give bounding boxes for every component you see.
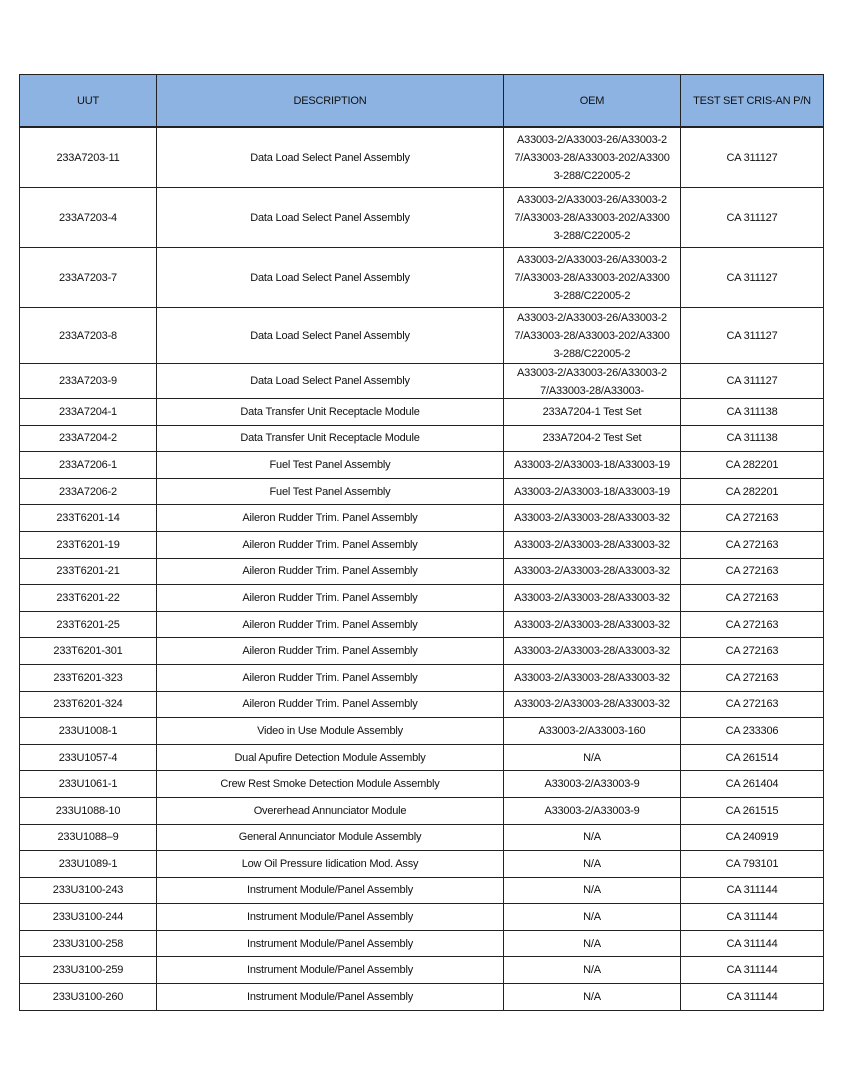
cell-test-set: CA 240919: [681, 824, 824, 851]
cell-oem: A33003-2/A33003-28/A33003-32: [504, 505, 681, 532]
cell-oem: A33003-2/A33003-28/A33003-32: [504, 691, 681, 718]
table-row: [20, 425, 824, 452]
cell-oem: N/A: [504, 744, 681, 771]
cell-test-set: CA 311127: [681, 364, 824, 399]
uut-test-set-table: [19, 74, 824, 1011]
table-row: [20, 611, 824, 638]
cell-description: Video in Use Module Assembly: [157, 718, 504, 745]
cell-test-set: CA 233306: [681, 718, 824, 745]
cell-oem: A33003-2/A33003-9: [504, 771, 681, 798]
table-row: [20, 308, 824, 364]
cell-test-set: CA 311144: [681, 877, 824, 904]
cell-test-set: CA 282201: [681, 478, 824, 505]
cell-uut: 233A7204-2: [20, 425, 157, 452]
cell-oem: N/A: [504, 984, 681, 1011]
cell-description: Data Load Select Panel Assembly: [157, 248, 504, 308]
cell-uut: 233U3100-243: [20, 877, 157, 904]
table-row: [20, 505, 824, 532]
header-test-set: TEST SET CRIS-AN P/N: [681, 75, 824, 128]
cell-description: Instrument Module/Panel Assembly: [157, 984, 504, 1011]
table-row: [20, 399, 824, 426]
cell-test-set: CA 311127: [681, 127, 824, 188]
cell-uut: 233U3100-259: [20, 957, 157, 984]
table-row: [20, 957, 824, 984]
cell-test-set: CA 272163: [681, 691, 824, 718]
table-row: [20, 478, 824, 505]
table-header: [20, 75, 824, 128]
table-row: [20, 984, 824, 1011]
cell-oem: N/A: [504, 851, 681, 878]
header-row: [20, 75, 824, 128]
cell-test-set: CA 272163: [681, 531, 824, 558]
table-row: [20, 904, 824, 931]
cell-oem: A33003-2/A33003-26/A33003-27/A33003-28/A33003-202/A33003-288/C22005-2: [504, 308, 681, 364]
cell-description: Aileron Rudder Trim. Panel Assembly: [157, 558, 504, 585]
cell-oem: A33003-2/A33003-28/A33003-32: [504, 558, 681, 585]
cell-test-set: CA 311138: [681, 399, 824, 426]
cell-uut: 233U1088–9: [20, 824, 157, 851]
cell-oem: A33003-2/A33003-26/A33003-27/A33003-28/A33003-202/A33003-288/C22005-2: [504, 127, 681, 188]
cell-oem-text: A33003-2/A33003-26/A33003-27/A33003-28/A33003-: [517, 367, 667, 397]
cell-oem: A33003-2/A33003-26/A33003-27/A33003-28/A33003-202/A33003-288/C22005-2: [504, 248, 681, 308]
cell-description: Overerhead Annunciator Module: [157, 797, 504, 824]
cell-uut: 233T6201-14: [20, 505, 157, 532]
table-row: [20, 877, 824, 904]
cell-uut: 233A7203-9: [20, 364, 157, 399]
table-row: [20, 744, 824, 771]
cell-oem: N/A: [504, 930, 681, 957]
cell-oem: N/A: [504, 824, 681, 851]
cell-uut: 233U1057-4: [20, 744, 157, 771]
cell-uut: 233U1061-1: [20, 771, 157, 798]
cell-oem: 233A7204-2 Test Set: [504, 425, 681, 452]
cell-oem: A33003-2/A33003-9: [504, 797, 681, 824]
cell-description: Aileron Rudder Trim. Panel Assembly: [157, 664, 504, 691]
cell-test-set: CA 311144: [681, 957, 824, 984]
cell-oem: A33003-2/A33003-18/A33003-19: [504, 478, 681, 505]
cell-description: Fuel Test Panel Assembly: [157, 452, 504, 479]
cell-uut: 233A7206-1: [20, 452, 157, 479]
cell-description: Data Load Select Panel Assembly: [157, 308, 504, 364]
cell-test-set: CA 261404: [681, 771, 824, 798]
table-row: [20, 851, 824, 878]
cell-uut: 233A7203-8: [20, 308, 157, 364]
cell-uut: 233T6201-323: [20, 664, 157, 691]
cell-description: Aileron Rudder Trim. Panel Assembly: [157, 611, 504, 638]
table-row: [20, 664, 824, 691]
cell-oem: A33003-2/A33003-26/A33003-27/A33003-28/A33003-202/A33003-288/C22005-2: [504, 188, 681, 248]
table-body: [20, 127, 824, 1010]
cell-description: Aileron Rudder Trim. Panel Assembly: [157, 691, 504, 718]
cell-uut: 233A7203-4: [20, 188, 157, 248]
header-oem: OEM: [504, 75, 681, 128]
cell-uut: 233U1008-1: [20, 718, 157, 745]
cell-description: Aileron Rudder Trim. Panel Assembly: [157, 638, 504, 665]
table-row: [20, 824, 824, 851]
table-row: [20, 691, 824, 718]
cell-oem: A33003-2/A33003-28/A33003-32: [504, 585, 681, 612]
cell-description: Data Load Select Panel Assembly: [157, 188, 504, 248]
cell-description: Instrument Module/Panel Assembly: [157, 957, 504, 984]
cell-test-set: CA 311127: [681, 248, 824, 308]
table-row: [20, 127, 824, 188]
cell-uut: 233A7206-2: [20, 478, 157, 505]
cell-test-set: CA 793101: [681, 851, 824, 878]
cell-uut: 233U3100-258: [20, 930, 157, 957]
cell-oem: N/A: [504, 957, 681, 984]
cell-uut: 233U3100-244: [20, 904, 157, 931]
cell-test-set: CA 272163: [681, 585, 824, 612]
cell-description: Instrument Module/Panel Assembly: [157, 904, 504, 931]
cell-uut: 233T6201-22: [20, 585, 157, 612]
cell-test-set: CA 272163: [681, 611, 824, 638]
cell-description: Data Transfer Unit Receptacle Module: [157, 425, 504, 452]
cell-uut: 233A7203-7: [20, 248, 157, 308]
table-row: [20, 558, 824, 585]
table-row: [20, 364, 824, 399]
cell-uut: 233T6201-324: [20, 691, 157, 718]
cell-oem: A33003-2/A33003-18/A33003-19: [504, 452, 681, 479]
cell-uut: 233U1088-10: [20, 797, 157, 824]
cell-uut: 233T6201-25: [20, 611, 157, 638]
cell-uut: 233A7204-1: [20, 399, 157, 426]
cell-uut: 233T6201-21: [20, 558, 157, 585]
table-row: [20, 797, 824, 824]
table-row: [20, 638, 824, 665]
cell-description: General Annunciator Module Assembly: [157, 824, 504, 851]
cell-description: Instrument Module/Panel Assembly: [157, 930, 504, 957]
cell-test-set: CA 311144: [681, 984, 824, 1011]
cell-oem: A33003-2/A33003-28/A33003-32: [504, 611, 681, 638]
cell-test-set: CA 272163: [681, 638, 824, 665]
cell-oem: N/A: [504, 904, 681, 931]
cell-test-set: CA 261514: [681, 744, 824, 771]
table-row: [20, 718, 824, 745]
cell-oem: A33003-2/A33003-160: [504, 718, 681, 745]
header-uut: UUT: [20, 75, 157, 128]
cell-uut: 233T6201-301: [20, 638, 157, 665]
cell-test-set: CA 311138: [681, 425, 824, 452]
cell-description: Low Oil Pressure Iidication Mod. Assy: [157, 851, 504, 878]
cell-oem: A33003-2/A33003-28/A33003-32: [504, 531, 681, 558]
cell-oem: A33003-2/A33003-28/A33003-32: [504, 664, 681, 691]
uut-table-sheet: [19, 74, 823, 1011]
cell-description: Data Load Select Panel Assembly: [157, 364, 504, 399]
table-row: [20, 248, 824, 308]
table-row: [20, 452, 824, 479]
cell-oem: [504, 364, 681, 399]
cell-test-set: CA 311127: [681, 188, 824, 248]
table-row: [20, 771, 824, 798]
cell-description: Aileron Rudder Trim. Panel Assembly: [157, 505, 504, 532]
cell-oem: N/A: [504, 877, 681, 904]
cell-test-set: CA 261515: [681, 797, 824, 824]
cell-description: Aileron Rudder Trim. Panel Assembly: [157, 531, 504, 558]
cell-test-set: CA 311144: [681, 904, 824, 931]
cell-test-set: CA 272163: [681, 558, 824, 585]
cell-test-set: CA 272163: [681, 664, 824, 691]
cell-uut: 233U3100-260: [20, 984, 157, 1011]
cell-description: Data Load Select Panel Assembly: [157, 127, 504, 188]
header-description: DESCRIPTION: [157, 75, 504, 128]
cell-uut: 233A7203-11: [20, 127, 157, 188]
cell-description: Fuel Test Panel Assembly: [157, 478, 504, 505]
table-row: [20, 531, 824, 558]
cell-test-set: CA 311127: [681, 308, 824, 364]
table-row: [20, 188, 824, 248]
table-row: [20, 585, 824, 612]
cell-description: Aileron Rudder Trim. Panel Assembly: [157, 585, 504, 612]
cell-uut: 233T6201-19: [20, 531, 157, 558]
cell-oem: A33003-2/A33003-28/A33003-32: [504, 638, 681, 665]
cell-oem: 233A7204-1 Test Set: [504, 399, 681, 426]
cell-test-set: CA 282201: [681, 452, 824, 479]
cell-description: Instrument Module/Panel Assembly: [157, 877, 504, 904]
cell-test-set: CA 311144: [681, 930, 824, 957]
cell-description: Data Transfer Unit Receptacle Module: [157, 399, 504, 426]
table-row: [20, 930, 824, 957]
cell-description: Dual Apufire Detection Module Assembly: [157, 744, 504, 771]
cell-uut: 233U1089-1: [20, 851, 157, 878]
cell-description: Crew Rest Smoke Detection Module Assembly: [157, 771, 504, 798]
cell-test-set: CA 272163: [681, 505, 824, 532]
